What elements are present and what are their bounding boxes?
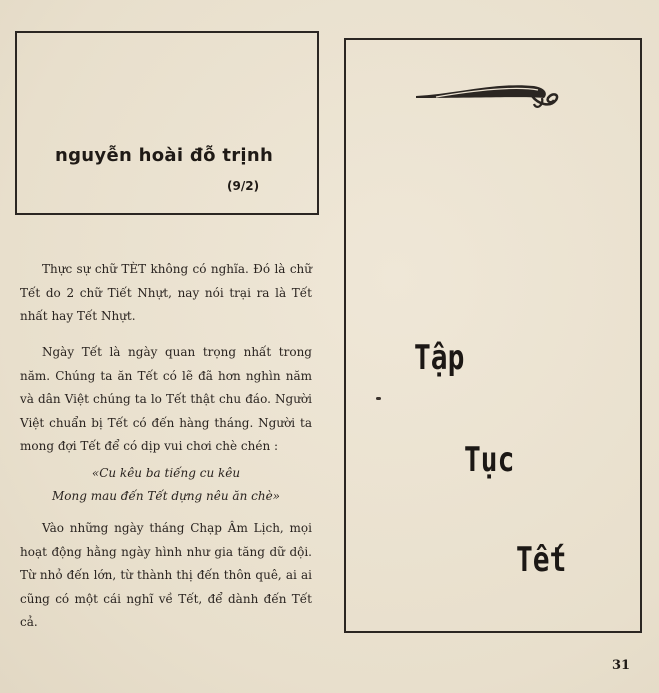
- title-box: [344, 38, 642, 633]
- ink-dot: [376, 397, 381, 400]
- paragraph-3: Vào những ngày tháng Chạp Âm Lịch, mọi hoạt động hằng ngày hình như gia tăng dữ dội. Từ nhỏ đến lớn, từ thành thị đến thôn quê, ai ai cũng có một cái nghĩ về Tết, để dành đến Tết cả.: [20, 521, 312, 629]
- page-number: 31: [612, 658, 631, 673]
- paragraph-1: Thực sự chữ TÈT không có nghĩa. Đó là chữ Tết do 2 chữ Tiết Nhựt, nay nói trại ra là Tết nhất hay Tết Nhựt.: [20, 262, 312, 323]
- title-word-tap: Tập: [414, 338, 465, 378]
- author-box: [15, 31, 319, 215]
- paragraph-2: Ngày Tết là ngày quan trọng nhất trong năm. Chúng ta ăn Tết có lẽ đã hơn nghìn năm và dân Việt chúng ta lo Tết thật chu đáo. Người Việt chuẩn bị Tết có đến hàng tháng. Người ta mong đợi Tết để có dịp vui chơi chè chén :: [20, 345, 312, 453]
- author-date: (9/2): [227, 179, 260, 193]
- poem-line-2: Mong mau đến Tết dựng nêu ăn chè»: [51, 489, 281, 503]
- folk-poem: [20, 462, 312, 508]
- poem-line-1: «Cu kêu ba tiếng cu kêu: [91, 466, 241, 480]
- title-word-tet: Tết: [516, 540, 567, 580]
- author-name: nguyễn hoài đỗ trịnh: [55, 145, 274, 166]
- leaf-ornament-icon: [416, 80, 566, 120]
- title-word-tuc: Tục: [464, 440, 515, 480]
